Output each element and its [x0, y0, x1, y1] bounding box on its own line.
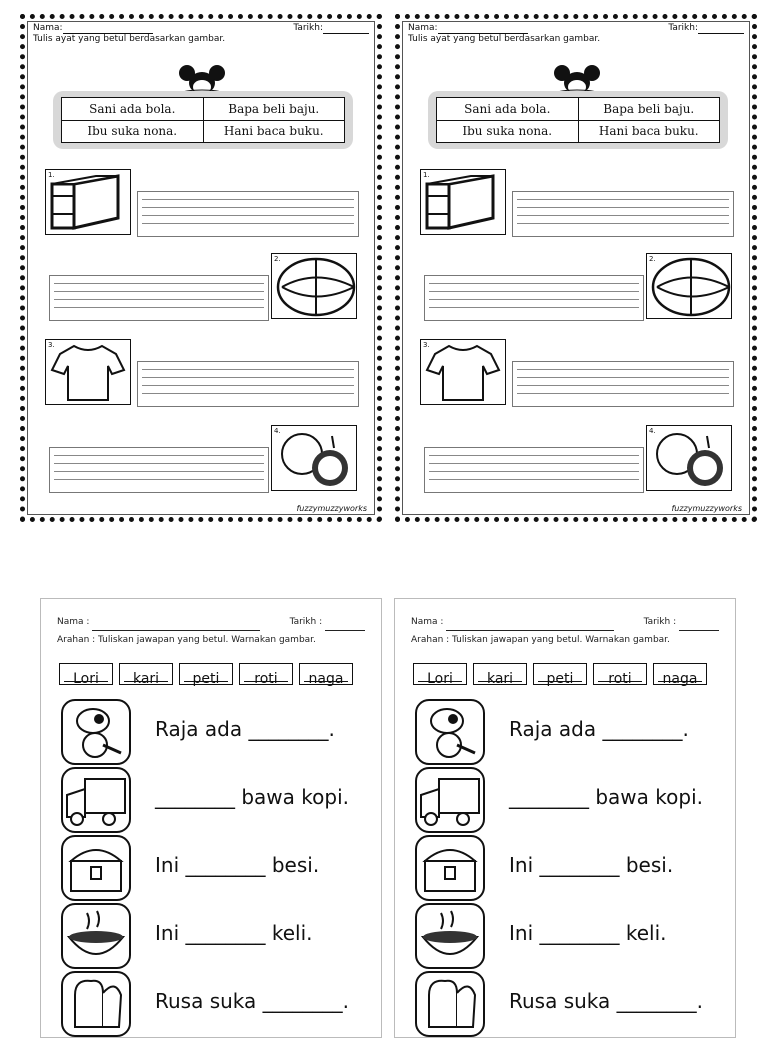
question-4 — [61, 903, 361, 971]
answer-lines-4[interactable] — [424, 447, 644, 493]
truck-icon — [61, 767, 131, 833]
worksheet-b-left — [40, 598, 382, 1038]
item-3-picture: 3. — [420, 339, 506, 405]
worksheet-b-right — [394, 598, 736, 1038]
date-label: Tarikh: — [293, 23, 323, 33]
sentence-3: Ibu suka nona. — [437, 120, 579, 143]
name-label: Nama : — [411, 617, 444, 627]
word-box: peti — [533, 663, 587, 685]
question-text: ________ bawa kopi. — [155, 785, 349, 809]
word-box: Lori — [59, 663, 113, 685]
answer-lines-1[interactable] — [512, 191, 734, 237]
question-4 — [415, 903, 715, 971]
shirt-icon — [421, 340, 505, 404]
sentence-1: Sani ada bola. — [437, 98, 579, 121]
question-text: Ini ________ besi. — [509, 853, 674, 877]
question-1 — [61, 699, 361, 767]
word-bank — [413, 663, 707, 685]
worksheet-a-left — [20, 14, 382, 522]
question-text: Rusa suka ________. — [509, 989, 704, 1013]
sentence-4: Hani baca buku. — [203, 120, 345, 143]
name-line — [63, 25, 153, 34]
answer-lines-3[interactable] — [137, 361, 359, 407]
date-line — [325, 620, 365, 631]
question-text: Ini ________ keli. — [155, 921, 313, 945]
instruction-text: Arahan : Tuliskan jawapan yang betul. Warnakan gambar. — [411, 635, 670, 645]
word-box: kari — [473, 663, 527, 685]
curry-bowl-icon — [61, 903, 131, 969]
item-4-picture: 4. — [271, 425, 357, 491]
date-line — [698, 25, 744, 34]
answer-lines-2[interactable] — [424, 275, 644, 321]
word-box: naga — [299, 663, 353, 685]
date-label: Tarikh : — [289, 617, 323, 627]
answer-lines-4[interactable] — [49, 447, 269, 493]
question-3 — [61, 835, 361, 903]
item-4-picture: 4. — [646, 425, 732, 491]
question-5 — [61, 971, 361, 1039]
treasure-chest-icon — [415, 835, 485, 901]
name-line — [446, 620, 614, 631]
question-3 — [415, 835, 715, 903]
answer-lines-1[interactable] — [137, 191, 359, 237]
question-text: ________ bawa kopi. — [509, 785, 703, 809]
worksheet-header — [57, 613, 365, 649]
word-box: roti — [239, 663, 293, 685]
date-line — [679, 620, 719, 631]
treasure-chest-icon — [61, 835, 131, 901]
question-text: Rusa suka ________. — [155, 989, 350, 1013]
name-label: Nama: — [408, 23, 438, 33]
worksheet-header — [408, 23, 744, 45]
item-3-picture: 3. — [45, 339, 131, 405]
instruction-text: Tulis ayat yang betul berdasarkan gambar. — [33, 34, 226, 44]
word-box: Lori — [413, 663, 467, 685]
question-2 — [415, 767, 715, 835]
name-line — [438, 25, 528, 34]
worksheet-a-right — [395, 14, 757, 522]
item-1-picture: 1. — [45, 169, 131, 235]
item-2-picture: 2. — [646, 253, 732, 319]
question-2 — [61, 767, 361, 835]
sentence-4: Hani baca buku. — [578, 120, 720, 143]
sentence-bank — [428, 91, 728, 149]
sentence-2: Bapa beli baju. — [203, 98, 345, 121]
sentence-2: Bapa beli baju. — [578, 98, 720, 121]
question-text: Ini ________ keli. — [509, 921, 667, 945]
answer-lines-3[interactable] — [512, 361, 734, 407]
custard-apple-icon — [647, 426, 731, 490]
date-label: Tarikh: — [668, 23, 698, 33]
brand-mark: fuzzymuzzyworks — [671, 504, 742, 513]
shirt-icon — [46, 340, 130, 404]
word-box: kari — [119, 663, 173, 685]
ball-icon — [272, 254, 356, 318]
question-5 — [415, 971, 715, 1039]
truck-icon — [415, 767, 485, 833]
word-box: naga — [653, 663, 707, 685]
word-box: roti — [593, 663, 647, 685]
question-1 — [415, 699, 715, 767]
bread-icon — [61, 971, 131, 1037]
name-label: Nama: — [33, 23, 63, 33]
curry-bowl-icon — [415, 903, 485, 969]
ball-icon — [647, 254, 731, 318]
date-line — [323, 25, 369, 34]
sentence-1: Sani ada bola. — [62, 98, 204, 121]
instruction-text: Tulis ayat yang betul berdasarkan gambar. — [408, 34, 601, 44]
question-text: Ini ________ besi. — [155, 853, 320, 877]
name-label: Nama : — [57, 617, 90, 627]
custard-apple-icon — [272, 426, 356, 490]
book-icon — [421, 170, 505, 234]
instruction-text: Arahan : Tuliskan jawapan yang betul. Warnakan gambar. — [57, 635, 316, 645]
item-2-picture: 2. — [271, 253, 357, 319]
brand-mark: fuzzymuzzyworks — [296, 504, 367, 513]
dragon-icon — [415, 699, 485, 765]
question-text: Raja ada ________. — [155, 717, 335, 741]
date-label: Tarikh : — [643, 617, 677, 627]
name-line — [92, 620, 260, 631]
word-box: peti — [179, 663, 233, 685]
answer-lines-2[interactable] — [49, 275, 269, 321]
sentence-bank — [53, 91, 353, 149]
item-1-picture: 1. — [420, 169, 506, 235]
sentence-3: Ibu suka nona. — [62, 120, 204, 143]
word-bank — [59, 663, 353, 685]
worksheet-header — [411, 613, 719, 649]
question-text: Raja ada ________. — [509, 717, 689, 741]
worksheet-header — [33, 23, 369, 45]
book-icon — [46, 170, 130, 234]
bread-icon — [415, 971, 485, 1037]
dragon-icon — [61, 699, 131, 765]
